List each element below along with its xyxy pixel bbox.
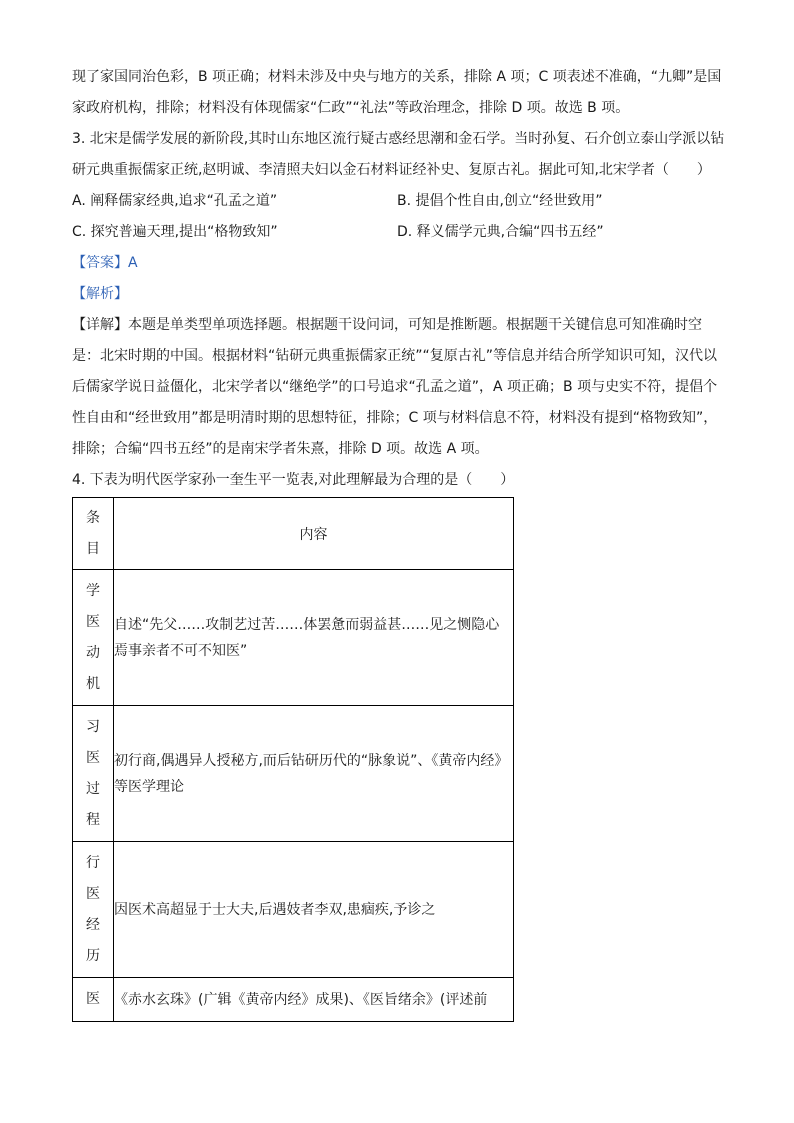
row-label-cell bbox=[73, 978, 114, 1022]
table-row bbox=[73, 842, 514, 978]
table-header-row bbox=[73, 498, 514, 570]
label-char: 行 bbox=[86, 854, 100, 871]
row-content-cell: 初行商,偶遇异人授秘方,而后钻研历代的“脉象说”、《黄帝内经》等医学理论 bbox=[114, 706, 514, 842]
label-char: 学 bbox=[86, 582, 100, 599]
label-char: 医 bbox=[86, 749, 100, 766]
table-row bbox=[73, 570, 514, 706]
label-char: 程 bbox=[86, 811, 100, 828]
row-label-cell bbox=[73, 842, 114, 978]
prev-analysis-line: 现了家国同治色彩，B 项正确；材料未涉及中央与地方的关系，排除 A 项；C 项表述不准确，“九卿”是国 bbox=[72, 69, 722, 85]
question-3-options-row bbox=[72, 217, 724, 248]
detail-line: 性自由和“经世致用”都是明清时期的思想特征，排除；C 项与材料信息不符，材料没有提到“格物致知”， bbox=[72, 410, 718, 426]
label-char: 医 bbox=[86, 991, 100, 1007]
detail-line: 是：北宋时期的中国。根据材料“钻研元典重振儒家正统”“复原古礼”等信息并结合所学知识可知，汉代以 bbox=[72, 348, 718, 364]
label-char: 动 bbox=[86, 644, 100, 661]
biography-table bbox=[72, 497, 514, 1022]
label-char: 经 bbox=[86, 916, 100, 933]
row-content-cell: 自述“先父……攻制艺过苦……体罢惫而弱益甚……见之恻隐心焉事亲者不可不知医” bbox=[114, 570, 514, 706]
row-label-cell bbox=[73, 706, 114, 842]
analysis-label: 【解析】 bbox=[72, 286, 128, 302]
row-content-cell: 《赤水玄珠》(广辑《黄帝内经》成果)、《医旨绪余》(评述前 bbox=[114, 978, 514, 1022]
detail-line: 【详解】本题是单类型单项选择题。根据题干设问词，可知是推断题。根据题干关键信息可知准确时空 bbox=[72, 317, 702, 333]
document-body bbox=[72, 62, 724, 496]
table-row bbox=[73, 978, 514, 1022]
table-row bbox=[73, 706, 514, 842]
option-c: C. 探究普遍天理,提出“格物致知” bbox=[72, 224, 278, 240]
label-char: 历 bbox=[86, 947, 100, 964]
question-4-stem: 4. 下表为明代医学家孙一奎生平一览表,对此理解最为合理的是（ ） bbox=[72, 472, 515, 488]
question-3-stem: 3. 北宋是儒学发展的新阶段,其时山东地区流行疑古惑经思潮和金石学。当时孙复、石介创立泰山学派以钻 bbox=[72, 131, 725, 147]
option-b: B. 提倡个性自由,创立“经世致用” bbox=[397, 193, 603, 209]
header-content-cell: 内容 bbox=[114, 498, 514, 570]
label-char: 习 bbox=[86, 718, 100, 735]
label-char: 条 bbox=[86, 509, 100, 526]
row-label-cell bbox=[73, 570, 114, 706]
label-char: 机 bbox=[86, 675, 100, 692]
question-3-options-row bbox=[72, 186, 724, 217]
header-label-cell bbox=[73, 498, 114, 570]
label-char: 目 bbox=[86, 540, 100, 557]
label-char: 医 bbox=[86, 613, 100, 630]
detail-line: 排除；合编“四书五经”的是南宋学者朱熹，排除 D 项。故选 A 项。 bbox=[72, 441, 489, 457]
row-content-cell: 因医术高超显于士大夫,后遇妓者李双,患痼疾,予诊之 bbox=[114, 842, 514, 978]
question-3-stem: 研元典重振儒家正统,赵明诚、李清照夫妇以金石材料证经补史、复原古礼。据此可知,北宋学者（ ） bbox=[72, 162, 711, 178]
prev-analysis-line: 家政府机构，排除；材料没有体现儒家“仁政”“礼法”等政治理念，排除 D 项。故选 B 项。 bbox=[72, 100, 630, 116]
option-a: A. 阐释儒家经典,追求“孔孟之道” bbox=[72, 193, 278, 209]
answer-label: 【答案】A bbox=[72, 255, 138, 271]
option-d: D. 释义儒学元典,合编“四书五经” bbox=[397, 224, 604, 240]
detail-line: 后儒家学说日益僵化，北宋学者以“继绝学”的口号追求“孔孟之道”，A 项正确；B 项与史实不符，提倡个 bbox=[72, 379, 718, 395]
label-char: 医 bbox=[86, 885, 100, 902]
label-char: 过 bbox=[86, 780, 100, 797]
